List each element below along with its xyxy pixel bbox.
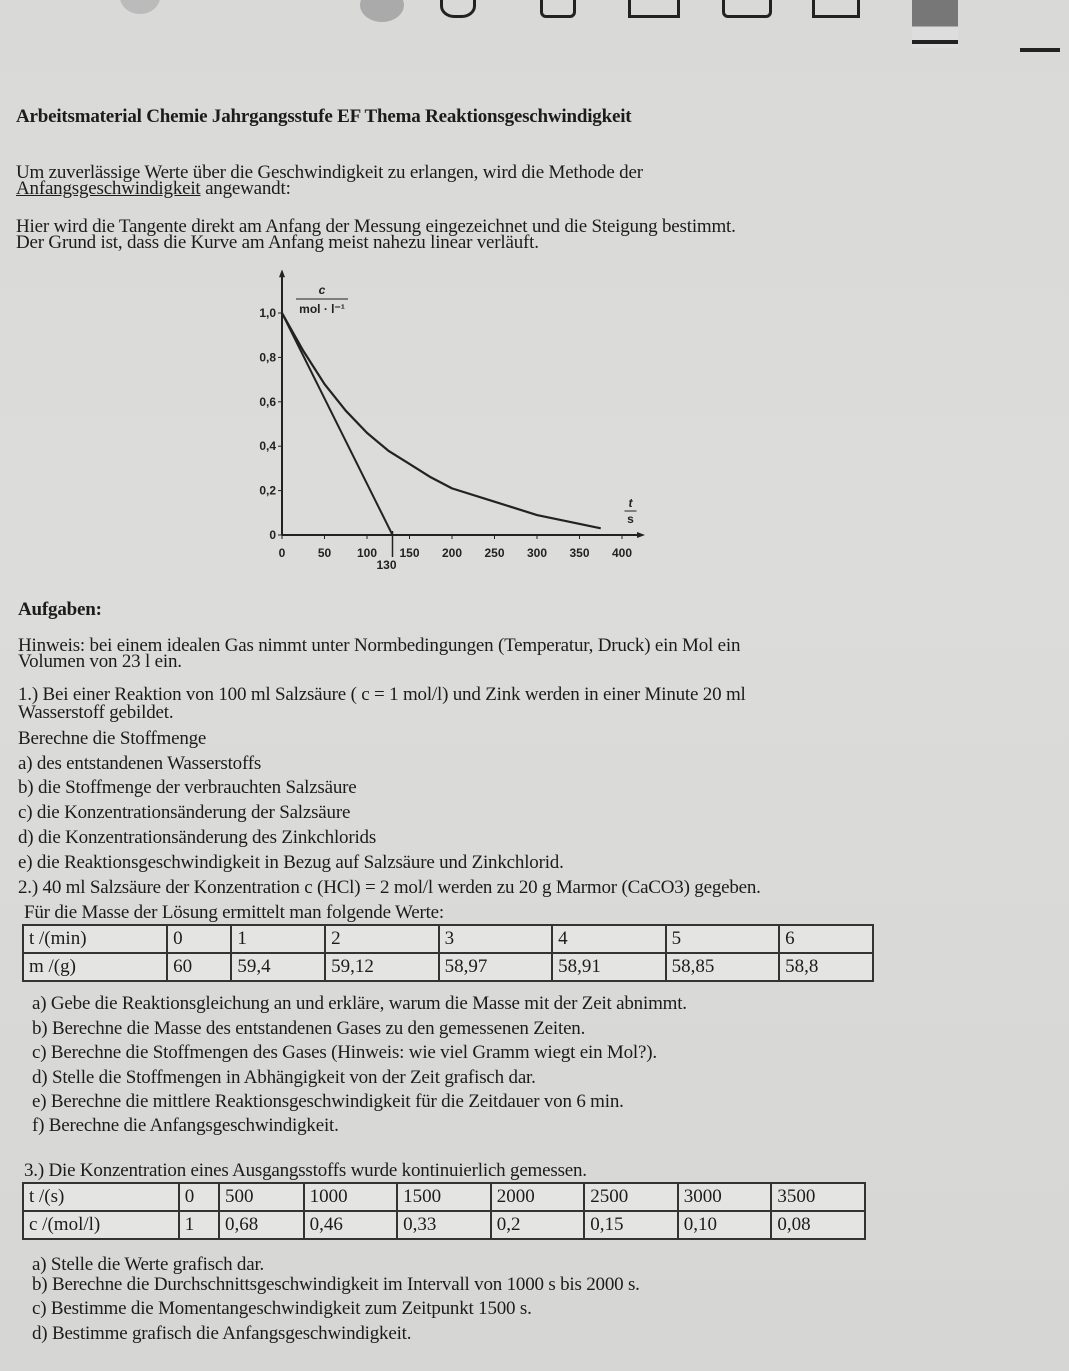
task2-item: a) Gebe die Reaktionsgleichung an und erkläre, warum die Masse mit der Zeit abnimmt. bbox=[32, 993, 687, 1014]
table-row bbox=[23, 925, 873, 953]
table-cell: 3 bbox=[439, 925, 552, 953]
y-tick-label: 0,6 bbox=[259, 394, 276, 409]
table-cell: 0,68 bbox=[219, 1211, 304, 1239]
task2-item: d) Stelle die Stoffmengen in Abhängigkeit von der Zeit grafisch dar. bbox=[32, 1067, 536, 1088]
table-cell: 5 bbox=[666, 925, 779, 953]
tasks-heading: Aufgaben: bbox=[18, 599, 102, 620]
table-row bbox=[23, 1183, 865, 1211]
table-cell: 2000 bbox=[491, 1183, 585, 1211]
x-tick-label: 0 bbox=[278, 546, 286, 560]
task3-item: b) Berechne die Durchschnittsgeschwindigkeit im Intervall von 1000 s bis 2000 s. bbox=[32, 1274, 640, 1295]
hint-text: Volumen von 23 l ein. bbox=[18, 651, 182, 672]
task1-item: a) des entstandenen Wasserstoffs bbox=[18, 753, 262, 774]
x-tick-label: 350 bbox=[569, 546, 590, 560]
intro-keyword: Anfangsgeschwindigkeit bbox=[16, 178, 201, 199]
table-cell: 1500 bbox=[397, 1183, 491, 1211]
table-cell: 58,91 bbox=[552, 953, 665, 981]
x-tick-label: 250 bbox=[484, 546, 505, 560]
table-cell: 0,46 bbox=[304, 1211, 398, 1239]
x-axis-arrow bbox=[637, 532, 645, 538]
image-icon[interactable] bbox=[540, 0, 576, 18]
table-row bbox=[23, 953, 873, 981]
table-row-header: t /(s) bbox=[23, 1183, 179, 1211]
task3-text: 3.) Die Konzentration eines Ausgangsstoffs wurde kontinuierlich gemessen. bbox=[24, 1160, 587, 1181]
table-cell: 58,97 bbox=[439, 953, 552, 981]
x-tick-label: 300 bbox=[526, 546, 548, 560]
table-cell: 2 bbox=[325, 925, 438, 953]
connector-icon[interactable] bbox=[628, 0, 680, 18]
table-cell: 3000 bbox=[678, 1183, 772, 1211]
table-row-header: m /(g) bbox=[23, 953, 167, 981]
task2-item: c) Berechne die Stoffmengen des Gases (Hinweis: wie viel Gramm wiegt ein Mol?). bbox=[32, 1042, 657, 1063]
task3-item: c) Bestimme die Momentangeschwindigkeit zum Zeitpunkt 1500 s. bbox=[32, 1298, 532, 1319]
task1-item: d) die Konzentrationsänderung des Zinkchlorids bbox=[18, 827, 377, 848]
intro-text: Um zuverlässige Werte über die Geschwindigkeit zu erlangen, wird die Methode der bbox=[16, 162, 643, 183]
eraser-icon[interactable] bbox=[1020, 48, 1060, 52]
task1-text: 1.) Bei einer Reaktion von 100 ml Salzsäure ( c = 1 mol/l) und Zink werden in einer Minute 20 ml bbox=[18, 684, 746, 705]
book-icon[interactable] bbox=[812, 0, 860, 18]
table-cell: 58,85 bbox=[666, 953, 779, 981]
table-cell: 60 bbox=[167, 953, 231, 981]
table-cell: 1 bbox=[231, 925, 325, 953]
keyboard-icon[interactable] bbox=[722, 0, 772, 18]
concentration-curve bbox=[282, 313, 601, 528]
task1-item: b) die Stoffmenge der verbrauchten Salzsäure bbox=[18, 777, 357, 798]
table-cell: 59,4 bbox=[231, 953, 325, 981]
x-tick-label: 100 bbox=[356, 546, 378, 560]
task3-item: d) Bestimme grafisch die Anfangsgeschwindigkeit. bbox=[32, 1323, 412, 1344]
y-tick-label: 0 bbox=[269, 528, 276, 542]
x-tick-label: 150 bbox=[399, 546, 420, 560]
table-cell: 0 bbox=[167, 925, 231, 953]
table-cell: 0,2 bbox=[491, 1211, 585, 1239]
table-cell: 0,10 bbox=[678, 1211, 772, 1239]
y-axis-arrow bbox=[279, 270, 285, 277]
tangent-intercept-label: 130 bbox=[376, 558, 397, 572]
concentration-time-chart bbox=[230, 270, 670, 580]
task1-item: c) die Konzentrationsänderung der Salzsäure bbox=[18, 802, 351, 823]
table-cell: 4 bbox=[552, 925, 665, 953]
task2-text: 2.) 40 ml Salzsäure der Konzentration c (HCl) = 2 mol/l werden zu 20 g Marmor (CaCO3) gegeben. bbox=[18, 877, 761, 898]
highlighter-icon[interactable] bbox=[440, 0, 476, 18]
circle-icon[interactable] bbox=[360, 0, 404, 22]
annotation-toolbar bbox=[0, 0, 1069, 40]
concentration-table bbox=[22, 1182, 866, 1240]
mass-table bbox=[22, 924, 874, 982]
marker-icon bbox=[912, 40, 958, 44]
task2-text: Für die Masse der Lösung ermittelt man folgende Werte: bbox=[24, 902, 444, 923]
x-tick-label: 400 bbox=[611, 546, 633, 560]
intro-text: Hier wird die Tangente direkt am Anfang der Messung eingezeichnet und die Steigung bestimmt. bbox=[16, 216, 736, 237]
y-axis-label-numerator: c bbox=[318, 283, 326, 297]
task1-text: Wasserstoff gebildet. bbox=[18, 702, 174, 723]
table-cell: 2500 bbox=[584, 1183, 678, 1211]
hint-text: Hinweis: bei einem idealen Gas nimmt unter Normbedingungen (Temperatur, Druck) ein Mol ein bbox=[18, 635, 741, 656]
table-row-header: c /(mol/l) bbox=[23, 1211, 179, 1239]
table-cell: 0,08 bbox=[771, 1211, 865, 1239]
y-tick-label: 0,2 bbox=[259, 483, 276, 498]
table-cell: 58,8 bbox=[779, 953, 873, 981]
x-tick-label: 200 bbox=[441, 546, 463, 560]
pen-icon[interactable] bbox=[120, 0, 160, 14]
x-axis-label-denominator: s bbox=[627, 512, 634, 526]
table-cell: 0,33 bbox=[397, 1211, 491, 1239]
intro-text: Der Grund ist, dass die Kurve am Anfang meist nahezu linear verläuft. bbox=[16, 232, 539, 253]
x-axis-label-numerator: t bbox=[628, 496, 633, 510]
task3-item: a) Stelle die Werte grafisch dar. bbox=[32, 1254, 265, 1275]
task1-item: e) die Reaktionsgeschwindigkeit in Bezug auf Salzsäure und Zinkchlorid. bbox=[18, 852, 564, 873]
table-row bbox=[23, 1211, 865, 1239]
document-title: Arbeitsmaterial Chemie Jahrgangsstufe EF Thema Reaktionsgeschwindigkeit bbox=[16, 106, 632, 127]
x-tick-label: 50 bbox=[317, 546, 332, 560]
y-tick-label: 1,0 bbox=[259, 306, 276, 320]
tangent-line bbox=[282, 313, 393, 535]
table-cell: 59,12 bbox=[325, 953, 438, 981]
table-cell: 0 bbox=[179, 1183, 219, 1211]
table-cell: 0,15 bbox=[584, 1211, 678, 1239]
y-tick-label: 0,8 bbox=[259, 350, 276, 365]
y-tick-label: 0,4 bbox=[259, 439, 276, 454]
task2-item: f) Berechne die Anfangsgeschwindigkeit. bbox=[32, 1115, 339, 1136]
intro-text-rest: angewandt: bbox=[200, 178, 291, 199]
task2-item: b) Berechne die Masse des entstandenen Gases zu den gemessenen Zeiten. bbox=[32, 1018, 586, 1039]
task2-item: e) Berechne die mittlere Reaktionsgeschwindigkeit für die Zeitdauer von 6 min. bbox=[32, 1091, 624, 1112]
table-cell: 1 bbox=[179, 1211, 219, 1239]
table-cell: 500 bbox=[219, 1183, 304, 1211]
y-axis-label-denominator: mol · l⁻¹ bbox=[299, 302, 345, 316]
intro-text bbox=[16, 178, 291, 200]
table-cell: 1000 bbox=[304, 1183, 398, 1211]
table-cell: 3500 bbox=[771, 1183, 865, 1211]
task1-text: Berechne die Stoffmenge bbox=[18, 728, 207, 749]
table-cell: 6 bbox=[779, 925, 873, 953]
table-row-header: t /(min) bbox=[23, 925, 167, 953]
